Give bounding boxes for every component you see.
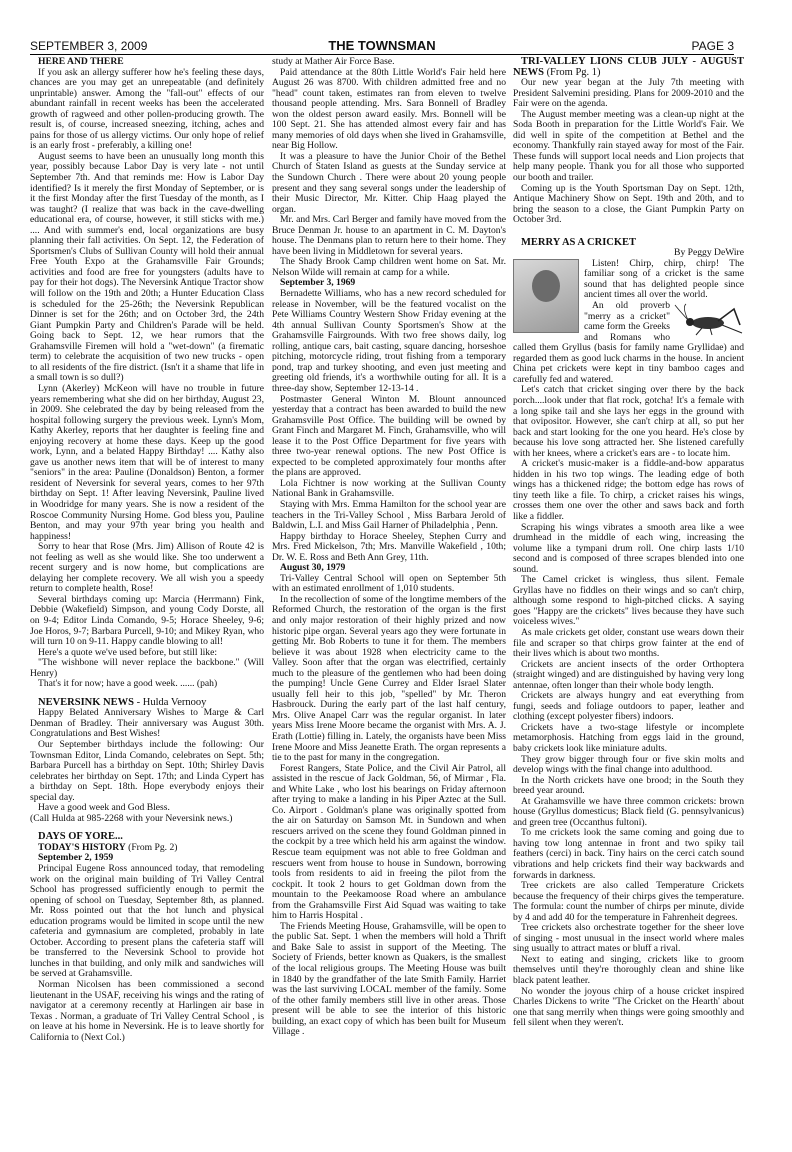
heading-lions-title: TRI-VALLEY LIONS CLUB JULY - AUGUST NEWS — [513, 57, 744, 78]
paragraph: A cricket's music-maker is a fiddle-and-bow apparatus hidden in his two top wings. The leading edge of both wings has a thickened ridge; the bottom edge has rows of tiny teeth like a file. To chirp, a cricket raises his wings, crosses them one over the other and saws back and forth like a fiddler. — [513, 458, 744, 522]
byline: By Peggy DeWire — [674, 247, 744, 259]
heading-todays-history-title: TODAY'S HISTORY — [38, 841, 126, 853]
paragraph: The Camel cricket is wingless, thus silent. Female Gryllas have no fiddles on their wings and so can't chirp, although some respond to high-pitched clicks. A saying goes "Happy are the crickets" lives because they have such voiceless wives." — [513, 574, 744, 628]
paragraph: Several birthdays coming up: Marcia (Herrmann) Fink, Debbie (Wakefield) Simpson, and young Cody Dorste, all on 9-4; Editor Linda Comando, 9-5; Horace Sheeley, 9-6; Joe Horos, 9-7; Barbara Purcell, 9-10; and Mikey Ryan, who will turn 10 on 9-11. Happy candle blowing to all! — [30, 593, 264, 648]
heading-here-and-there: HERE AND THERE — [38, 57, 124, 67]
paragraph: Forest Rangers, State Police, and the Civil Air Patrol, all assisted in the rescue of Jack Goldman, 56, of Mirmar , Fla. and White Lake , who lost his bearings on Friday afternoon after trying to make a landing in his Piper Aztec at the Sull. Co. Airport . Goldman's plane was originally spotted from the air on Saturday on Samson Mt. in Sundown and when rescuers arrived on the scene they found Goldman pinned in the cockpit by a tree which held his arm against the window. Rescue team equipment was not able to free Goldman and rescuers went from house to house in Sundown, borrowing tools from residents to aid in freeing the pilot from the cockpit. It took 2 hours to get Goldman down from the mountain to the Peekamoose Road where an ambulance from the Grahamsville First Aid Squad was waiting to take him to Harris Hospital . — [272, 762, 506, 922]
paragraph: Have a good week and God Bless. — [38, 802, 170, 814]
heading-from-page: (From Pg. 1) — [543, 66, 601, 78]
heading-merry-as-a-cricket: MERRY AS A CRICKET — [521, 236, 637, 248]
paragraph: Paid attendance at the 80th Little World's Fair held here August 26 was 8700. With children admitted free and no "head" count taken, estimates ran from eleven to twelve thousand people attending. Mrs. Sara Bonnell of Bradley won the oldest person award easily. Mrs. Bonnell will be 100 Sept. 21. She has attended almost every fair and has many memories of old days when she lived in Grahamsville, near Big Hollow. — [272, 66, 506, 152]
paragraph: Tree crickets are also called Temperature Crickets because the frequency of their chirps gives the temperature. The formula: count the number of chirps per minute, divide by 4 and add 40 for the temperature in Fahrenheit degrees. — [513, 880, 744, 923]
paragraph: Norman Nicolsen has been commissioned a second lieutenant in the USAF, receiving his wings and the rating of navigator at a ceremony recently at Harlingen air base in Texas . Norman, a graduate of Tri Valley Central School , is on leave at his home in Neversink. He is to leave shortly for California to (Next Col.) — [30, 979, 264, 1043]
page-number: PAGE 3 — [691, 39, 734, 53]
paragraph: Lola Fichtner is now working at the Sullivan County National Bank in Grahamsville. — [272, 477, 506, 500]
author-photo — [513, 259, 579, 333]
date-heading: September 3, 1969 — [280, 277, 356, 289]
paragraph: Tree crickets also orchestrate together for the sheer love of singing - most unusual in the insect world where males sing usually to attract mates or bluff a rival. — [513, 922, 744, 955]
newspaper-title: THE TOWNSMAN — [328, 38, 436, 53]
paragraph: Our new year began at the July 7th meeting with President Salvemini presiding. Plans for 2009-2010 and the Fair were on the agenda. — [513, 77, 744, 110]
issue-date: SEPTEMBER 3, 2009 — [30, 39, 148, 53]
paragraph: If you ask an allergy sufferer how he's feeling these days, chances are you may get an unrepeatable (and definitely unprintable) answer. Among the "fall-out" effects of our abundant rainfall in recent weeks has been the accelerated growth of ragweed and other pollen-producing growth. The result is, of course, increased sneezing, itching, aches and pains for those of us allergy victims. Our only hope of relief is an early frost - preferably, a killing one! — [30, 66, 264, 152]
paragraph: Here's a quote we've used before, but still like: — [38, 646, 218, 658]
paragraph: Lynn (Akerley) McKeon will have no trouble in future years remembering what she did on her birthday, August 23, in 2009. She celebrated the day by being released from the hospital following surgery the previous week. Lynn's Mom, Kathy Akerley, reports that her daughter is feeling fine and enjoying recovery at home these days. Keep up the good work, Lynn, and a belated Happy Birthday! .... Kathy also gave us another news item that will be of interest to many "seniors" in the area: Pauline (Donaldson) Benton, a former resident of Neversink for several years, comes to her 97th birthday on Sept. 1! After leaving Neversink, Pauline lived in Woodridge for many years. She is now a resident of the Roscoe Community Nursing Home. God bless you, Pauline Benton, and may your 97th year bring you health and happiness! — [30, 382, 264, 542]
paragraph: An old proverb "merry as a cricket" came form the Greeks and Romans who called them Gryllus (basis for family name Gryllidae) and regarded them as good luck charms in the house. In ancient China pet crickets were kept in tiny bamboo cages and carefully fed and watered. — [513, 300, 744, 385]
quote: "The wishbone will never replace the backbone." (Will Henry) — [30, 657, 264, 679]
paragraph: Crickets are always hungry and eat everything from fungi, seeds and foliage outdoors to paper, leather and clothing (except polyester fibers) indoors. — [513, 690, 744, 723]
paragraph: Crickets have a two-stage lifestyle or incomplete metamorphosis. Hatching from eggs laid in the ground, baby crickets look like miniature adults. — [513, 721, 744, 754]
paragraph: In the North crickets have one brood; in the South they breed year around. — [513, 774, 744, 797]
cricket-drawing-icon — [674, 303, 744, 337]
paragraph: August seems to have been an unusually long month this year, possibly because Labor Day is very late - not until September 7th. And that reminds me: How is Labor Day identified? Is it merely the first Monday of September, or is it the first Monday after the first Tuesday of the month, as I was taught? (I realize that was back in the cave-dwelling educational era, of course, however, it still sticks with me.) .... And with summer's end, local organizations are busy planning their fall activities. On Sept. 12, the Federation of Sportsmen's Clubs of Sullivan County will hold their annual Free Youth Expo at the Grahamsville Fair Grounds; activities and food are free for youngsters (adults have to pay for their hot dogs). The Neversink Antique Tractor show will follow on the 19th and 20th; a Hunter Education Class is scheduled for the 25-26th; the Neversink Republican Dinner is set for the 26th; and on October 3rd, the 24th Giant Pumpkin Party and Children's Parade will be held. Going back to Sept. 12, we hear rumors that the Grahamsville Firemen will hold a "wet-down" (a firematic term) to celebrate the acquisition of two new trucks - open to all residents of the fire district. (Isn't it a shame that life in a small town is so dull?) — [30, 150, 264, 384]
paragraph: Sorry to hear that Rose (Mrs. Jim) Allison of Route 42 is not feeling as well as she would like. She too underwent a recent surgery and is now home, but complications are delaying her complete recovery. We all wish you a speedy return to complete health, Rose! — [30, 541, 264, 595]
masthead — [30, 38, 734, 55]
column-3 — [513, 57, 744, 1137]
heading-from-page: (From Pg. 2) — [125, 841, 178, 853]
paragraph: Crickets are ancient insects of the order Orthoptera (straight winged) and are distinguished by having very long antennae, often longer than their whole body length. — [513, 658, 744, 691]
paragraph: As male crickets get older, constant use wears down their file and scraper so that chirps grow fainter at the end of their lives which is about two months. — [513, 626, 744, 660]
heading-neversink-byline: - Hulda Vernooy — [133, 696, 207, 708]
paragraph: It was a pleasure to have the Junior Choir of the Bethel Church of Staten Island as guests at the Sunday service at the Sundown Church . There were about 20 young people present and they sang several songs under the leadership of their Music Director, Mr. Kitter. Chip Haag played the organ. — [272, 150, 506, 215]
paragraph: Tri-Valley Central School will open on September 5th with an estimated enrollment of 1,010 students. — [272, 572, 506, 595]
paragraph: They grow bigger through four or five skin molts and develop wings with the final change into adulthood. — [513, 753, 744, 776]
paragraph: Bernadette Williams, who has a new record scheduled for release in November, will be the featured vocalist on the Pete Williams Country Western Show Friday evening at the 4th annual Sullivan County Sportsmen's Show at the Grahamsville Fairgrounds. With two free shows daily, log rolling, antique cars, bait casting, square dancing, horseshoe pitching, motorcycle riding, trout fishing from a temporary pond, trap and turkey shooting, and even just meeting and greeting old friends, it's a worthwhile outing for all. It is a three-day show, September 12-13-14 . — [272, 288, 506, 394]
paragraph: No wonder the joyous chirp of a house cricket inspired Charles Dickens to write "The Cricket on the Hearth' about one that sang merrily when things were going smoothly and fell silent when they weren't. — [513, 985, 744, 1029]
paragraph: Let's catch that cricket singing over there by the back porch....look under that flat rock, gotcha! It's a female with a long spike tail and she lays her eggs in the ground with that ovipositor. However, she can't chirp at all, so put her back and start looking for the one you heard. He's close by because his love song attracted her. She listened carefully with her knees, where a cricket's ears are - to locate him. — [513, 384, 744, 459]
date-heading: August 30, 1979 — [280, 562, 346, 574]
paragraph: Our September birthdays include the following: Our Townsman Editor, Linda Comando, celebrates on Sept. 5th; Barbara Purcell has a birthday on Sept. 10th; Shirley Davis celebrates her birthday on Sept. 17th; and Linda Cypert has a birthday on Sept. 18th. Hope everybody enjoys their special day. — [30, 739, 264, 803]
paragraph: study at Mather Air Force Base. — [272, 57, 395, 67]
column-1 — [30, 57, 264, 1137]
paragraph: The Shady Brook Camp children went home on Sat. Mr. Nelson Wilde will remain at camp for a while. — [272, 256, 506, 278]
paragraph: Mr. and Mrs. Carl Berger and family have moved from the Bruce Denman Jr. house to an apartment in C. M. Dayton's house. The Denmans plan to return here to their home. They have been living in Middletown for several years. — [272, 214, 506, 257]
paragraph: The Friends Meeting House, Grahamsville, will be open to the public Sat. Sept. 1 when the members will hold a Thrift and Bake Sale to assist in support of the Meeting. The Society of Friends, better known as Quakers, is the smallest of the local religious groups. The Meeting House was built in 1840 by the grandfather of the late Smith Family. Harriet was the last surviving LOCAL member of the family. Some of the other family members still live in other areas. Those present will be able to see the interior of this historic building, an exact copy of which has been built for Museum Village . — [272, 920, 506, 1038]
paragraph: Listen! Chirp, chirp, chirp! The familiar song of a cricket is the same sound that has delighted people since ancient times all over the world. — [584, 257, 744, 301]
paragraph: Staying with Mrs. Emma Hamilton for the school year are teachers in the Tri-Valley School , Miss Barbara Jerold of Baldwin, L.I. and Miss Gail Harner of Philadelphia , Penn. — [272, 498, 506, 532]
paragraph: Happy birthday to Horace Sheeley, Stephen Curry and Mrs. Fred Mickelson, 7th; Mrs. Manville Wakefield , 10th; Dr. W. E. Ross and Beth Ann Grey, 11th. — [272, 530, 506, 563]
date-heading: September 2, 1959 — [38, 852, 114, 864]
heading-neversink-title: NEVERSINK NEWS — [38, 696, 134, 708]
heading-lions-club — [513, 57, 744, 78]
paragraph: In the recollection of some of the longtime members of the Reformed Church, the restoration of the organ is the first and only major restoration of their highly prized and now historic pipe organ. Several years ago they were fortunate in getting Mr. Bob Roberts to tune it for them. The members believe it was about 1928 when electricity came to the Valley. Soon after that the organ was electrified, certainly much to the pleasure of the gentlemen who had been doing the pumping! Uncle Gene Currey and Elder Israel Slater usually fell heir to this job, "spelled" by Mr. Theron Hasbrouck. During the early part of the last half century, Mrs. Olive Anapel Carr was the regular organist. In later years Miss Irene Moore became the organist with Mrs. A. J. Erath (Lottie) filling in. Lately, the organists have been Miss Irene Moore and Miss Jeanette Erath. The organ represents a tie to the past for many in the congregation. — [272, 593, 506, 764]
paragraph: (Call Hulda at 985-2268 with your Neversink news.) — [30, 812, 233, 824]
signoff: That's it for now; have a good week. ...... (pah) — [38, 678, 218, 690]
column-2 — [272, 57, 506, 1137]
heading-days-of-yore: DAYS OF YORE... — [38, 831, 123, 843]
paragraph: Principal Eugene Ross announced today, that remodeling work on the original main building of Tri Valley Central School has progressed sufficiently enough to permit the opening of school on Tuesday, September 8th, as planned. Mr. Ross pointed out that the hot lunch and physical education programs would be limited in scope until the new cafeteria and gymnasium are completed, probably in late October. According to present plans the cafeteria staff will be transferred to the Neversink School to provide hot lunches in that building, and only milk and sandwiches will be served at Grahamsville. — [30, 863, 264, 980]
paragraph: The August member meeting was a clean-up night at the Soda Booth in preparation for the Little World's Fair. We did well in spite of the competition at Bethel and the economy. Thankfully rain stayed away for most of the Fair. These funds will support local needs and Lion projects that help many people. Thank you for all those who supported our booth and trailer. — [513, 108, 744, 184]
paragraph: To me crickets look the same coming and going due to having tow long antennae in front and two spiky tail feathers (cerci) in back. Tiny hairs on the cerci catch sound vibrations and help crickets find their way backwards and forwards in darkness. — [513, 827, 744, 881]
paragraph: Happy Belated Anniversary Wishes to Marge & Carl Denman of Bradley. Their anniversary was August 30th. Congratulations and Best Wishes! — [30, 707, 264, 740]
paragraph: At Grahamsville we have three common crickets: brown house (Gryllus domesticus; Black field (G. pennsylvanicus) and green tree (Occanthus fultoni). — [513, 795, 744, 828]
paragraph: Scraping his wings vibrates a smooth area like a wee drumhead in the middle of each wing, increasing the volume like a tympani drum roll. One chirp lasts 1/10 second and is composed of three scrapes blended into one sound. — [513, 521, 744, 575]
paragraph: Coming up is the Youth Sportsman Day on Sept. 12th, Antique Machinery Show on Sept. 19th and 20th, and to bring the season to a close, the Giant Pumpkin Party on October 3rd. — [513, 182, 744, 226]
paragraph: Postmaster General Winton M. Blount announced yesterday that a contract has been awarded to build the new Grahamsville Post Office. The building will be owned by Grant Finch and Margaret M. Finch, Grahamsville, who will lease it to the Post Office Department for five years with three two-year renewal options. The new Post Office is expected to be completed approximately four months after the plans are approved. — [272, 393, 506, 479]
paragraph: Next to eating and singing, crickets like to groom themselves until they're thoroughly clean and shine like black patent leather. — [513, 953, 744, 987]
